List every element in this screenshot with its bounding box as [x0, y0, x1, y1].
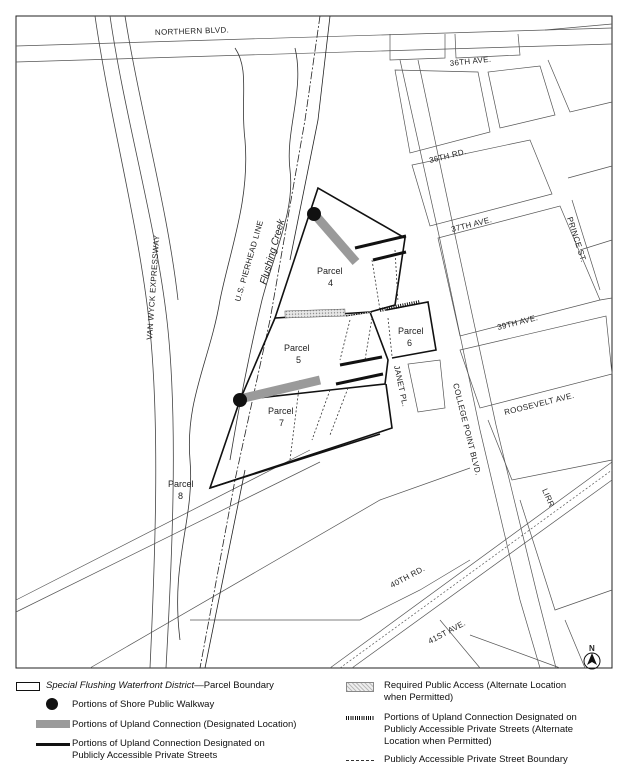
street-grid [16, 24, 612, 668]
legend [0, 676, 628, 782]
legend-required-access-line1: Required Public Access (Alternate Location [384, 680, 567, 691]
required-access-swatch [346, 682, 374, 692]
label-36th-ave: 36TH AVE. [449, 54, 492, 68]
label-37th-ave: 37TH AVE. [450, 215, 493, 234]
legend-upland-alt-line2: Publicly Accessible Private Streets (Alternate [384, 724, 574, 735]
parcel-7-word: Parcel [268, 406, 294, 416]
legend-upland-alt-line3: Location when Permitted) [384, 736, 492, 747]
upland-gray-swatch [36, 720, 70, 728]
shore-walkway-dot [46, 698, 58, 710]
parcel-5-word: Parcel [284, 343, 310, 353]
parcel-8-word: Parcel [168, 479, 194, 489]
parcel-5-num: 5 [296, 355, 302, 365]
private-street-boundary-swatch [346, 760, 374, 761]
legend-upland-private-line1: Portions of Upland Connection Designated on [72, 738, 265, 749]
legend-upland-private-line2: Publicly Accessible Private Streets [72, 750, 218, 761]
legend-shore-walkway-text: Portions of Shore Public Walkway [72, 699, 215, 710]
label-40th-rd: 40TH RD. [388, 563, 427, 590]
label-41st-ave: 41ST AVE. [426, 618, 468, 646]
parcel-8-num: 8 [178, 491, 184, 501]
legend-district-name: Special Flushing Waterfront District [46, 680, 195, 691]
label-36th-rd: 36TH RD. [428, 147, 468, 165]
legend-upland-designated-text: Portions of Upland Connection (Designated Location) [72, 719, 297, 730]
legend-required-access [346, 680, 616, 706]
legend-upland-designated [16, 718, 326, 732]
legend-shore-walkway [16, 698, 316, 712]
parcel-6-num: 6 [407, 338, 413, 348]
parcel-boundary-swatch [16, 682, 40, 691]
parcel-4-num: 4 [328, 278, 334, 288]
legend-district [16, 680, 316, 694]
parcel-7-num: 7 [279, 418, 285, 428]
legend-required-access-line2: when Permitted) [384, 692, 454, 703]
parcel-boundaries [210, 188, 436, 488]
upland-alternate [345, 302, 420, 316]
north-arrow [584, 644, 600, 669]
legend-upland-alt-line1: Portions of Upland Connection Designated on [384, 712, 577, 723]
shore-walkway-point [233, 393, 247, 407]
north-arrow-label: N [589, 644, 595, 653]
parcel-4-word: Parcel [317, 266, 343, 276]
label-college-point-blvd: COLLEGE POINT BLVD. [451, 382, 483, 477]
map-frame [16, 16, 612, 668]
label-roosevelt-ave: ROOSEVELT AVE. [503, 390, 576, 417]
label-39th-ave: 39TH AVE. [496, 313, 539, 332]
label-janet-pl: JANET PL. [392, 364, 410, 408]
legend-private-street-boundary [346, 754, 616, 768]
upland-alternate-swatch [346, 716, 374, 720]
legend-district-suffix: —Parcel Boundary [194, 680, 274, 691]
legend-upland-private [16, 738, 326, 764]
label-lirr: LIRR [540, 487, 557, 509]
legend-private-street-boundary-text: Publicly Accessible Private Street Boundary [384, 754, 568, 765]
shore-walkway-point [307, 207, 321, 221]
expressway [95, 16, 178, 668]
label-flushing-creek: Flushing Creek [258, 218, 288, 286]
label-northern-blvd: NORTHERN BLVD. [154, 25, 230, 37]
shoreline [178, 48, 298, 640]
required-public-access [285, 309, 345, 318]
parcel-6-word: Parcel [398, 326, 424, 336]
legend-upland-alternate [346, 712, 616, 750]
label-pierhead: U.S. PIERHEAD LINE [233, 219, 266, 303]
private-street-boundaries [290, 250, 398, 460]
label-prince-st: PRINCE ST. [565, 215, 589, 264]
label-van-wyck: VAN WYCK EXPRESSWAY [145, 234, 162, 341]
upland-black-swatch [36, 743, 70, 746]
